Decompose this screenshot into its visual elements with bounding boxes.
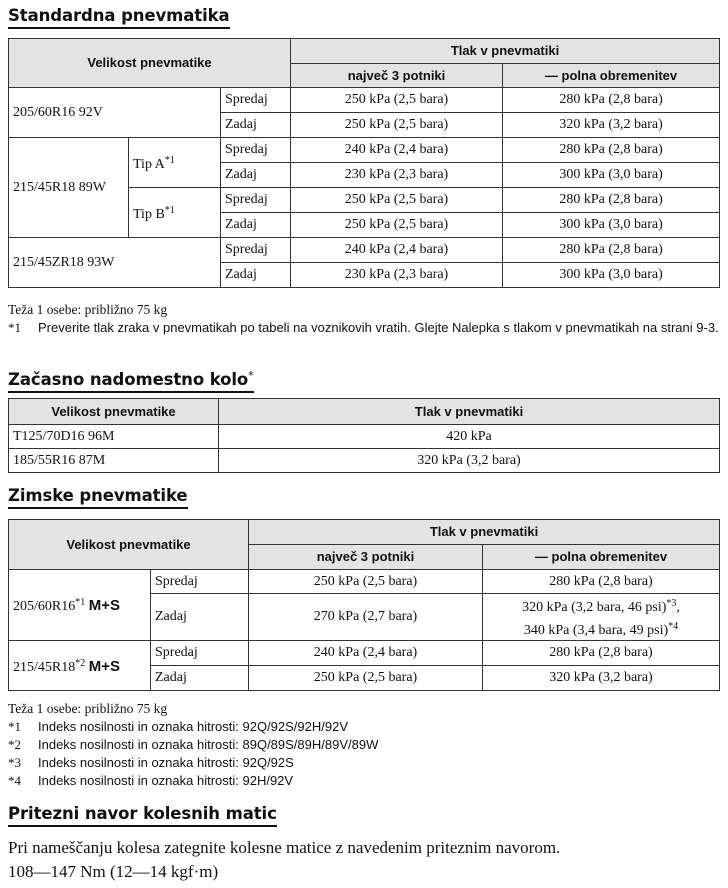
pressure-cell: 320 kPa (3,2 bara) [483, 666, 720, 691]
position-rear: Zadaj [151, 594, 249, 641]
pressure-cell: 300 kPa (3,0 bara) [503, 163, 720, 188]
spare-tire-table [8, 398, 720, 473]
pressure-cell: 250 kPa (2,5 bara) [249, 570, 483, 594]
pressure-cell: 240 kPa (2,4 bara) [291, 238, 503, 263]
pressure-cell: 250 kPa (2,5 bara) [291, 213, 503, 238]
header-col-b: — polna obremenitev [483, 545, 720, 570]
footnote: *4 Indeks nosilnosti in oznaka hitrosti: 92H/92V [8, 773, 294, 788]
winter-tire-table [8, 519, 720, 691]
position-rear: Zadaj [221, 213, 291, 238]
header-pressure: Tlak v pnevmatiki [291, 39, 720, 64]
pressure-cell: 420 kPa [219, 425, 720, 449]
footnote: *1 Indeks nosilnosti in oznaka hitrosti: 92Q/92S/92H/92V [8, 719, 349, 734]
footnote-mark: *1 [8, 320, 21, 335]
pressure-cell: 250 kPa (2,5 bara) [291, 188, 503, 213]
weight-note: Teža 1 osebe: približno 75 kg [8, 302, 168, 317]
torque-line: Pri nameščanju kolesa zategnite kolesne matice z navedenim priteznim navorom. [8, 838, 561, 857]
spare-title: Začasno nadomestno kolo* [8, 366, 254, 393]
pressure-cell: 320 kPa (3,2 bara) [503, 113, 720, 138]
header-pressure: Tlak v pnevmatiki [249, 520, 720, 545]
header-col-a: največ 3 potniki [291, 64, 503, 88]
position-rear: Zadaj [221, 113, 291, 138]
tire-size: 215/45R18$^{*2}$ M+S [9, 641, 151, 691]
position-rear: Zadaj [221, 163, 291, 188]
standard-tire-table [8, 38, 720, 288]
tire-type: Tip $A^{*1}$ [129, 138, 221, 188]
position-front: Spredaj [221, 188, 291, 213]
footnote: *3 Indeks nosilnosti in oznaka hitrosti: 92Q/92S [8, 755, 294, 770]
header-col-b: — polna obremenitev [503, 64, 720, 88]
standard-notes [8, 301, 720, 337]
footnote [8, 319, 720, 337]
pressure-cell: 270 kPa (2,7 bara) [249, 594, 483, 641]
pressure-cell-multi: 320 kPa (3,2 bara, 46 psi)$^{*3}$, 340 kPa (3,4 bara, 49 psi)$^{*4}$ [483, 594, 720, 641]
pressure-cell: 280 kPa (2,8 bara) [503, 88, 720, 113]
pressure-cell: 280 kPa (2,8 bara) [503, 188, 720, 213]
tire-size: 215/45R18 89W [9, 138, 129, 238]
standard-title: Standardna pnevmatika [8, 6, 230, 29]
header-size: Velikost pnevmatike [9, 39, 291, 88]
pressure-cell: 280 kPa (2,8 bara) [483, 570, 720, 594]
header-col-a: največ 3 potniki [249, 545, 483, 570]
weight-note: Teža 1 osebe: približno 75 kg [8, 701, 168, 716]
pressure-cell: 250 kPa (2,5 bara) [291, 88, 503, 113]
position-front: Spredaj [221, 138, 291, 163]
pressure-cell: 250 kPa (2,5 bara) [249, 666, 483, 691]
pressure-cell: 300 kPa (3,0 bara) [503, 213, 720, 238]
position-rear: Zadaj [151, 666, 249, 691]
pressure-cell: 280 kPa (2,8 bara) [483, 641, 720, 666]
header-size: Velikost pnevmatike [9, 399, 219, 425]
winter-title: Zimske pnevmatike [8, 486, 188, 509]
header-size: Velikost pnevmatike [9, 520, 249, 570]
torque-title: Pritezni navor kolesnih matic [8, 804, 277, 827]
header-pressure: Tlak v pnevmatiki [219, 399, 720, 425]
pressure-cell: 240 kPa (2,4 bara) [291, 138, 503, 163]
pressure-cell: 280 kPa (2,8 bara) [503, 238, 720, 263]
winter-notes [8, 700, 720, 790]
pressure-cell: 320 kPa (3,2 bara) [219, 449, 720, 473]
torque-value: 108—147 Nm (12—14 kgf·m) [8, 862, 219, 881]
position-rear: Zadaj [221, 263, 291, 288]
tire-size: 205/60R16 92V [9, 88, 221, 138]
position-front: Spredaj [151, 641, 249, 666]
pressure-cell: 300 kPa (3,0 bara) [503, 263, 720, 288]
pressure-cell: 250 kPa (2,5 bara) [291, 113, 503, 138]
pressure-cell: 240 kPa (2,4 bara) [249, 641, 483, 666]
position-front: Spredaj [221, 88, 291, 113]
tire-size: 185/55R16 87M [9, 449, 219, 473]
tire-size: T125/70D16 96M [9, 425, 219, 449]
position-front: Spredaj [151, 570, 249, 594]
torque-instructions [8, 836, 560, 884]
tire-size: 215/45ZR18 93W [9, 238, 221, 288]
pressure-cell: 280 kPa (2,8 bara) [503, 138, 720, 163]
footnote-text: Preverite tlak zraka v pnevmatikah po tabeli na voznikovih vratih. Glejte Nalepka s tlakom v pnevmatikah na strani 9-3. [38, 320, 719, 335]
pressure-cell: 230 kPa (2,3 bara) [291, 263, 503, 288]
footnote: *2 Indeks nosilnosti in oznaka hitrosti: 89Q/89S/89H/89V/89W [8, 737, 379, 752]
tire-type: Tip $B^{*1}$ [129, 188, 221, 238]
position-front: Spredaj [221, 238, 291, 263]
tire-size: 205/60R16$^{*1}$ M+S [9, 570, 151, 641]
pressure-cell: 230 kPa (2,3 bara) [291, 163, 503, 188]
